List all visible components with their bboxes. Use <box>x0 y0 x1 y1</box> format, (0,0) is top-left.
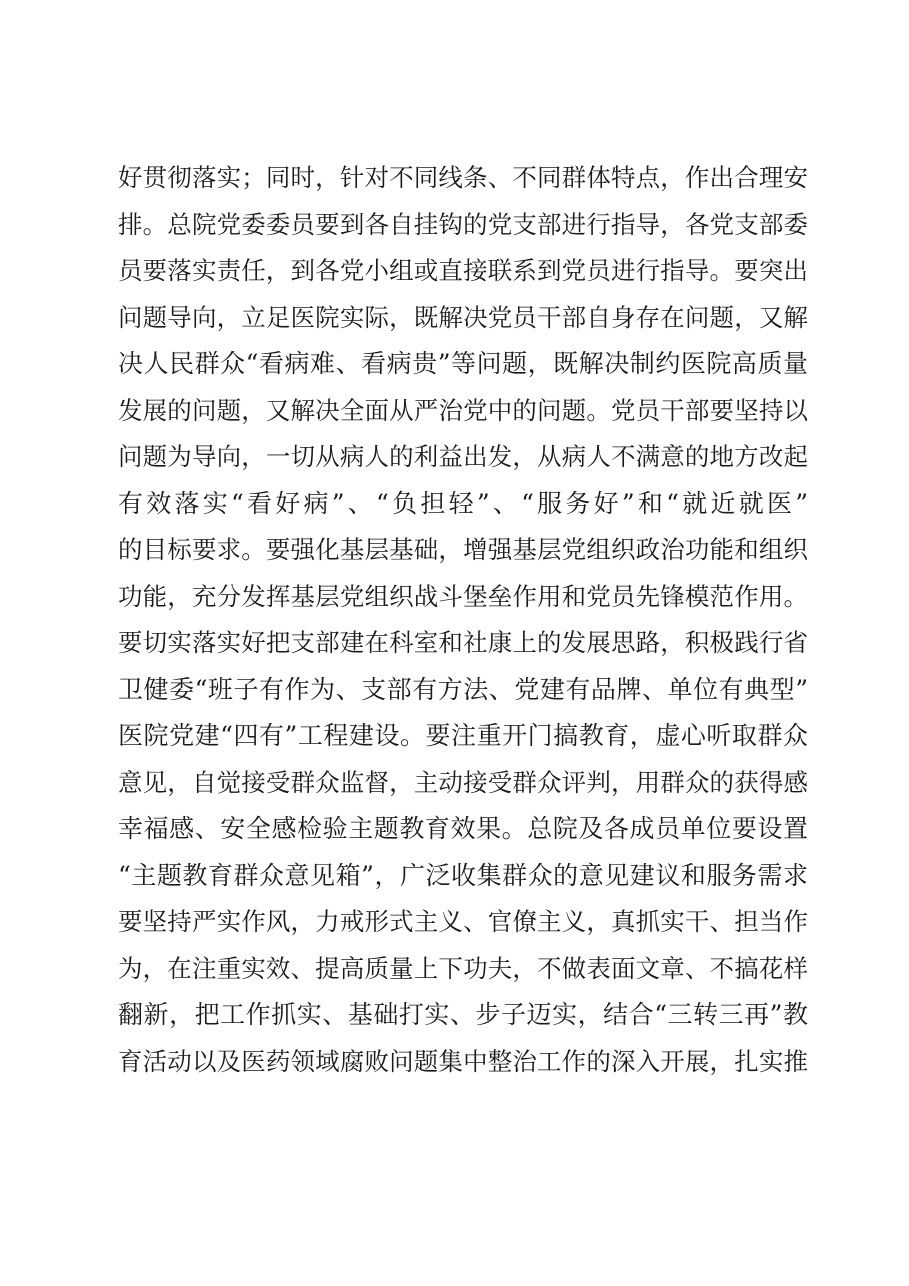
text-line-6: 发展的问题，又解决全面从严治党中的问题。党员干部要坚持以 <box>118 395 808 425</box>
text-line-3: 员要落实责任，到各党小组或直接联系到党员进行指导。要突出 <box>118 256 808 285</box>
text-line-2: 排。总院党委委员要到各自挂钩的党支部进行指导，各党支部委 <box>118 209 808 239</box>
text-line-15: 幸福感、安全感检验主题教育效果。总院及各成员单位要设置 <box>118 814 808 843</box>
text-line-18: 为，在注重实效、提高质量上下功夫，不做表面文章、不搞花样 <box>118 953 808 983</box>
text-line-17: 要坚持严实作风，力戒形式主义、官僚主义，真抓实干、担当作 <box>118 907 808 936</box>
text-line-4: 问题导向，立足医院实际，既解决党员干部自身存在问题，又解 <box>118 302 808 332</box>
text-line-1: 好贯彻落实；同时，针对不同线条、不同群体特点，作出合理安 <box>118 163 808 192</box>
text-line-13: 医院党建“四有”工程建设。要注重开门搞教育，虚心听取群众 <box>118 721 808 750</box>
body-text <box>118 155 808 1085</box>
text-line-19: 翻新，把工作抓实、基础打实、步子迈实，结合“三转三再”教 <box>118 1000 808 1029</box>
text-line-20: 育活动以及医药领域腐败问题集中整治工作的深入开展，扎实推 <box>118 1046 808 1076</box>
text-line-14: 意见，自觉接受群众监督，主动接受群众评判，用群众的获得感 <box>118 767 808 797</box>
text-line-8: 有效落实“看好病”、“负担轻”、“服务好”和“就近就医” <box>118 488 808 518</box>
text-line-10: 功能，充分发挥基层党组织战斗堡垒作用和党员先锋模范作用。 <box>118 581 808 611</box>
text-line-7: 问题为导向，一切从病人的利益出发，从病人不满意的地方改起 <box>118 442 808 471</box>
text-line-11: 要切实落实好把支部建在科室和社康上的发展思路，积极践行省 <box>118 628 808 657</box>
text-line-16: “主题教育群众意见箱”，广泛收集群众的意见建议和服务需求 <box>118 860 808 890</box>
text-line-5: 决人民群众“看病难、看病贵”等问题，既解决制约医院高质量 <box>118 349 808 378</box>
text-line-9: 的目标要求。要强化基层基础，增强基层党组织政治功能和组织 <box>118 535 808 564</box>
text-line-12: 卫健委“班子有作为、支部有方法、党建有品牌、单位有典型” <box>118 674 808 704</box>
